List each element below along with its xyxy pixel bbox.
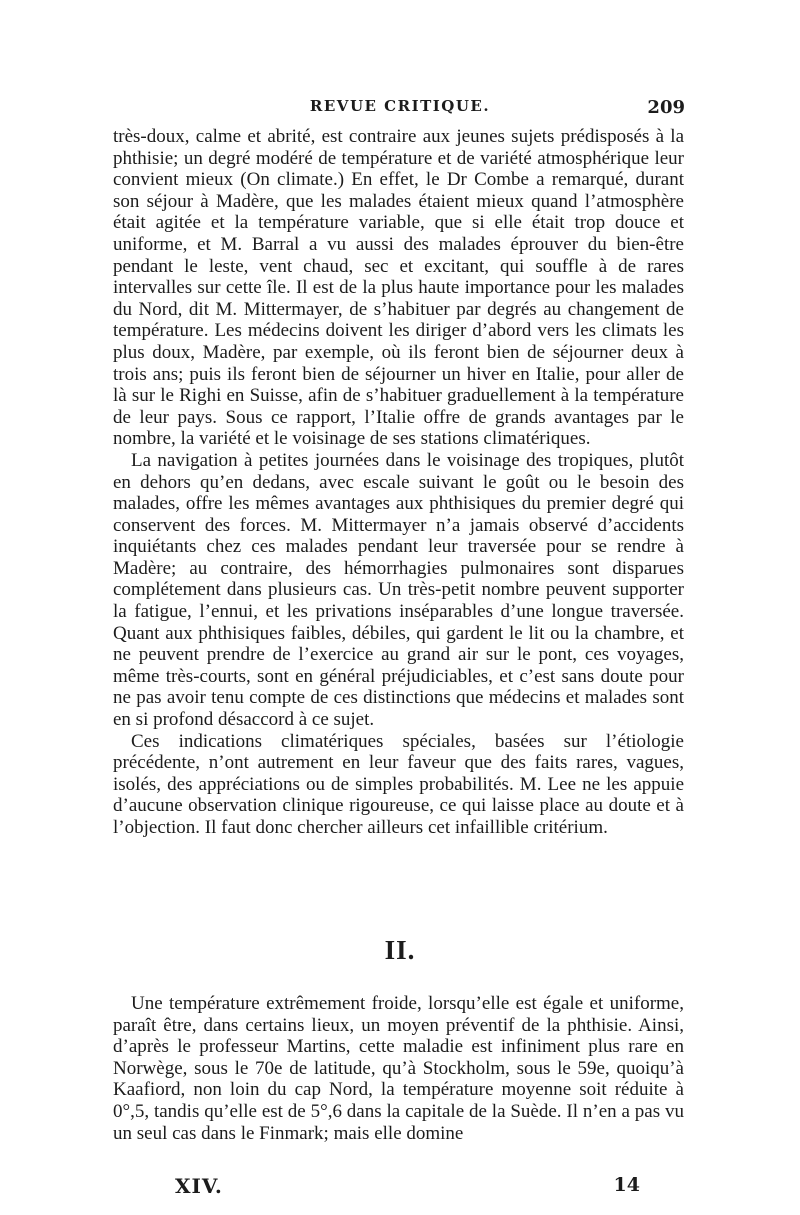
paragraph: Une température extrêmement froide, lorsqu’elle est égale et uniforme, paraît être, dans certains lieux, un moyen préventif de la phthisie. Ainsi, d’après le professeur Martins, cette maladie est infiniment plus rare en Norwège, sous le 70e de latitude, qu’à Stockholm, sous le 59e, quoiqu’à Kaafiord, non loin du cap Nord, la température moyenne soit réduite à 0°,5, tandis qu’elle est de 5°,6 dans la capitale de la Suède. Il n’en a pas vu un seul cas dans le Finmark; mais elle domine <box>113 993 684 1144</box>
paragraph: La navigation à petites journées dans le voisinage des tropiques, plutôt en dehors qu’en dedans, avec escale suivant le goût ou le besoin des malades, offre les mêmes avantages aux phthisiques du premier degré qui conservent des forces. M. Mittermayer n’a jamais observé d’accidents inquiétants chez ces malades pendant leur traversée pour se rendre à Madère; au contraire, des hémorrhagies pulmonaires sont disparues complétement dans plusieurs cas. Un très-petit nombre peuvent supporter la fatigue, l’ennui, et les privations inséparables d’une longue traversée. Quant aux phthisiques faibles, débiles, qui gardent le lit ou la chambre, et ne peuvent prendre de l’exercice au grand air sur le pont, ces voyages, même très-courts, sont en général préjudiciables, et c’est sans doute pour ne pas avoir tenu compte de ces distinctions que médecins et malades sont en si profond désaccord à ce sujet. <box>113 449 684 731</box>
running-title: REVUE CRITIQUE. <box>309 97 491 115</box>
paragraph: très-doux, calme et abrité, est contraire aux jeunes sujets prédisposés à la phthisie; un degré modéré de température et de variété atmosphérique leur convient mieux (On climate.) En effet, le Dr Combe a remarqué, durant son séjour à Madère, que les malades étaient mieux quand l’atmosphère était agitée et la température variable, que si elle était trop douce et uniforme, et M. Barral a vu aussi des malades éprouver du bien-être pendant le leste, vent chaud, sec et excitant, qui souffle à de rares intervalles sur cette île. Il est de la plus haute importance pour les malades du Nord, dit M. Mittermayer, de s’habituer par degrés au changement de température. Les médecins doivent les diriger d’abord vers les climats les plus doux, Madère, par exemple, où ils feront bien de séjourner deux à trois ans; puis ils feront bien de séjourner un hiver en Italie, pour aller de là sur le Righi en Suisse, afin de s’habituer graduellement à la température de leur pays. Sous ce rapport, l’Italie offre de grands avantages par le nombre, la variété et le voisinage de ses stations climatériques. <box>113 126 684 450</box>
signature-mark: XIV. <box>175 1174 223 1198</box>
sheet-number: 14 <box>613 1174 640 1196</box>
page-footer <box>175 1174 640 1200</box>
page-header <box>115 97 685 121</box>
section-body-text <box>113 993 684 1144</box>
body-text <box>113 126 684 839</box>
section-heading: II. <box>384 935 416 965</box>
page-number: 209 <box>647 97 685 118</box>
paragraph: Ces indications climatériques spéciales, basées sur l’étiologie précédente, n’ont autrement en leur faveur que des faits rares, vagues, isolés, des appréciations ou de simples probabilités. M. Lee ne les appuie d’aucune observation clinique rigoureuse, ce qui laisse place au doute et à l’objection. Il faut donc chercher ailleurs cet infaillible critérium. <box>113 730 684 838</box>
